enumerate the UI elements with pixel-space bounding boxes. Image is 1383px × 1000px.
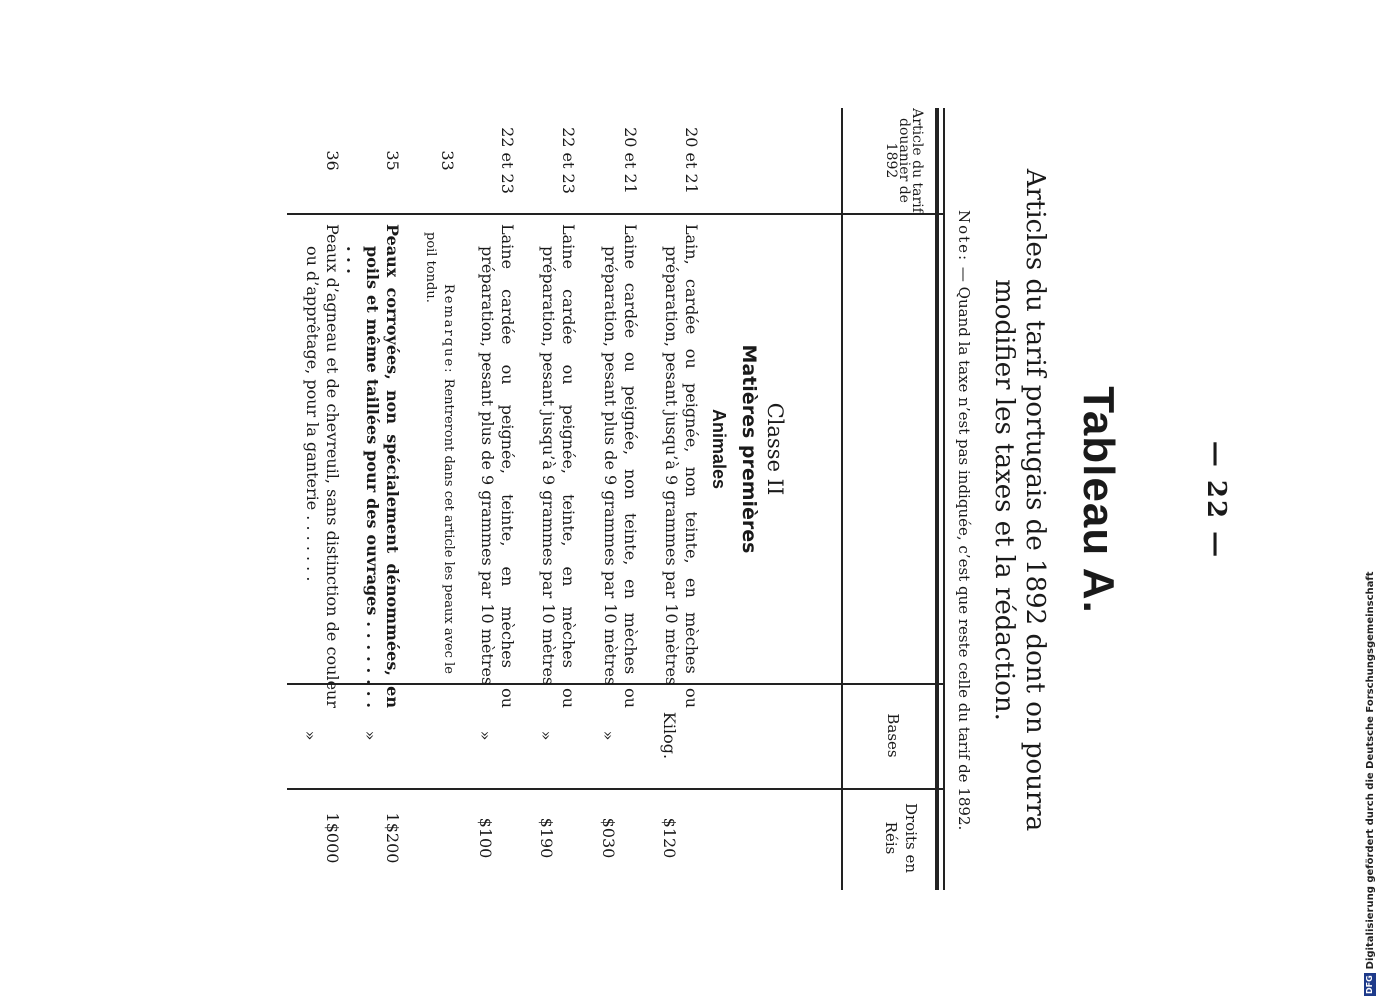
note — [955, 210, 973, 990]
base-cell: » — [599, 730, 618, 741]
description-cell: Peaux d’agneau et de chevreuil, sans distinction de couleur ou d’apprêtage, pour la ganterie . . . . . . . — [303, 224, 342, 708]
description-cell: Laine cardée ou peignée, teinte, en mèches ou préparation, pesant jusqu’à 9 grammes par 10 mètres — [539, 224, 578, 708]
remark-label: Remarque: — [441, 284, 456, 375]
article-cell: 22 et 23 — [498, 127, 517, 194]
article-cell: 20 et 21 — [621, 127, 640, 194]
class-heading: Classe II — [763, 402, 787, 496]
remark-text: Rentreront dans cet article les peaux avec le poil tondu. — [423, 232, 456, 674]
description-cell: Laine cardée ou peignée, teinte, en mèches ou préparation, pesant plus de 9 grammes par 10 mètres — [478, 224, 517, 708]
droit-cell: $030 — [599, 817, 618, 859]
header-bases: Bases — [884, 713, 902, 758]
base-cell: » — [361, 730, 380, 741]
table-header-rule — [841, 108, 843, 890]
table-top-rule-thick — [935, 108, 939, 890]
article-cell: 20 et 21 — [682, 127, 701, 194]
base-cell: » — [476, 730, 495, 741]
article-cell: 35 — [383, 150, 402, 171]
page-title: Tableau A. — [1074, 386, 1123, 614]
section-heading: Matières premières — [738, 344, 760, 554]
base-cell: Kilog. — [660, 711, 679, 760]
credit-text: Digitalisierung gefördert durch die Deutsche Forschungsgemeinschaft — [1365, 571, 1376, 970]
digitization-credit — [1364, 571, 1378, 996]
header-article: Article du tarif douanier de 1892 — [883, 108, 925, 213]
page-subtitle: Articles du tarif portugais de 1892 dont on pourra modifier les taxes et la rédaction. — [989, 168, 1050, 832]
subsection-heading: Animales — [709, 408, 729, 490]
note-text: — Quand la taxe n’est pas indiquée, c’est que reste celle du tarif de 1892. — [955, 266, 973, 831]
droit-cell: $190 — [537, 817, 556, 859]
article-cell: 22 et 23 — [559, 127, 578, 194]
base-cell: » — [537, 730, 556, 741]
base-cell: » — [301, 730, 320, 741]
droit-cell: 1$200 — [383, 812, 402, 864]
article-cell: 36 — [323, 150, 342, 171]
description-cell: Laine cardée ou peignée, non teinte, en mèches ou préparation, pesant plus de 9 grammes par 10 mètres — [601, 224, 640, 708]
droit-cell: $120 — [660, 817, 679, 859]
description-cell: Peaux corroyées, non spécialement dénommées, en poils et même taillées pour des ouvrages . . . . . . . . . . . — [343, 224, 402, 708]
droit-cell: 1$000 — [323, 812, 342, 864]
droit-cell: $100 — [476, 817, 495, 859]
page-number: — 22 — — [1201, 440, 1231, 560]
remark-cell — [421, 232, 457, 684]
description-cell: Lain, cardée ou peignée, non teinte, en mèches ou préparation, pesant jusqu’à 9 grammes par 10 mètres — [662, 224, 701, 708]
dfg-logo: DFG — [1365, 975, 1374, 994]
note-label: Note: — [955, 210, 973, 263]
article-cell: 33 — [438, 150, 457, 171]
table-top-rule — [943, 108, 945, 890]
header-droits: Droits en Réis — [882, 802, 920, 874]
table-column-divider — [287, 213, 945, 215]
